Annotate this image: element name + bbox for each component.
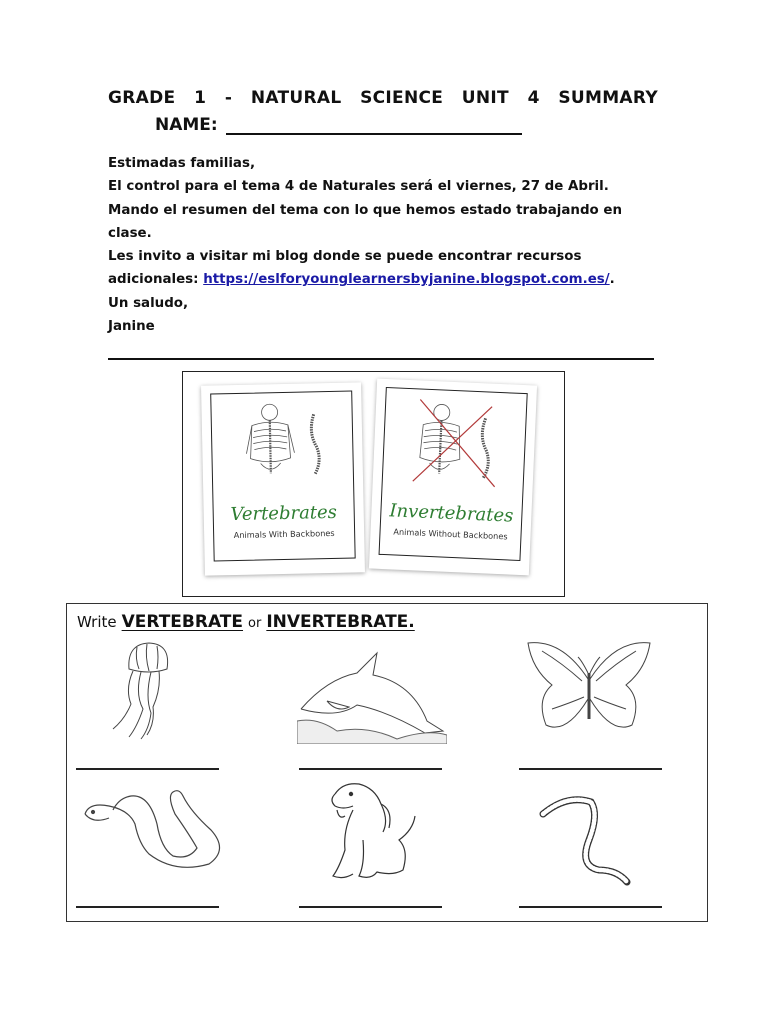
letter-line: Mando el resumen del tema con lo que hemos estado trabajando en clase. (108, 202, 623, 241)
snake-image (79, 784, 234, 884)
page-title (108, 88, 658, 108)
title-word: UNIT (461, 88, 509, 108)
letter-greeting: Estimadas familias, (108, 156, 256, 171)
family-letter (108, 152, 668, 338)
poster-title: Vertebrates (230, 501, 338, 526)
title-word: NATURAL (250, 88, 342, 108)
title-word: SUMMARY (558, 88, 658, 108)
answer-line-worm[interactable] (519, 906, 662, 908)
worksheet-instruction (77, 612, 415, 632)
keyword-vertebrate: VERTEBRATE (121, 612, 244, 632)
title-word: GRADE (108, 88, 176, 108)
dolphin-image (297, 649, 447, 744)
vertebrates-poster-image (182, 371, 565, 597)
answer-line-butterfly[interactable] (519, 768, 662, 770)
title-word: 4 (527, 88, 540, 108)
name-blank-line[interactable] (226, 117, 522, 135)
instruction-text: Write (77, 613, 117, 631)
poster-vertebrates (201, 382, 365, 575)
letter-line: El control para el tema 4 de Naturales será el viernes, 27 de Abril. (108, 179, 609, 195)
dog-image (323, 780, 423, 885)
poster-subtitle: Animals Without Backbones (393, 526, 508, 542)
letter-text: . (609, 272, 615, 288)
letter-text: Les invito a visitar mi blog donde se puede encontrar recursos adicionales: (108, 249, 582, 288)
letter-closing: Un saludo, (108, 295, 189, 311)
letter-line (108, 245, 658, 292)
jellyfish-image (107, 639, 187, 744)
classification-worksheet (66, 603, 708, 922)
answer-line-snake[interactable] (76, 906, 219, 908)
poster-invertebrates (369, 379, 537, 576)
skeleton-crossed-icon (403, 397, 507, 491)
divider-line (108, 358, 654, 360)
name-field-row (155, 115, 522, 135)
answer-line-jellyfish[interactable] (76, 768, 219, 770)
butterfly-image (522, 639, 657, 744)
poster-title: Invertebrates (389, 500, 514, 527)
blog-link[interactable]: https://eslforyounglearnersbyjanine.blogspot.com.es/ (203, 272, 610, 288)
answer-line-dog[interactable] (299, 906, 442, 908)
skeleton-icon (241, 402, 333, 484)
title-word: 1 (194, 88, 207, 108)
title-word: - (224, 88, 233, 108)
title-word: SCIENCE (360, 88, 444, 108)
worm-image (537, 784, 637, 889)
poster-subtitle: Animals With Backbones (233, 527, 335, 541)
letter-signature: Janine (108, 319, 155, 335)
answer-line-dolphin[interactable] (299, 768, 442, 770)
keyword-invertebrate: INVERTEBRATE. (266, 612, 415, 632)
instruction-text: or (248, 616, 262, 631)
name-label: NAME: (155, 115, 218, 135)
